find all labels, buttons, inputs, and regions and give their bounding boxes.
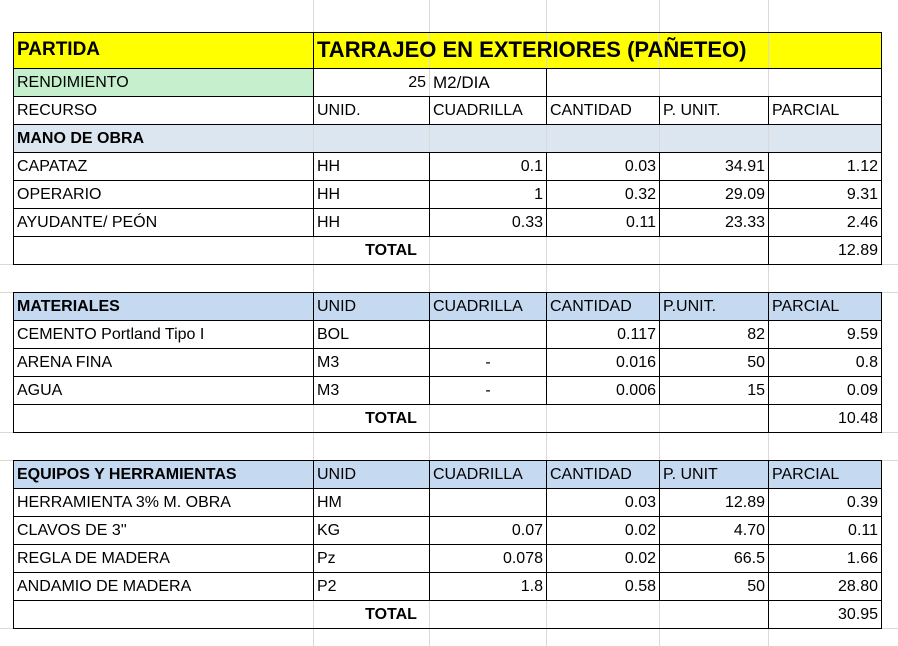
punit-cell[interactable]: 4.70 — [733, 522, 765, 539]
cantidad-cell[interactable]: 0.02 — [624, 550, 656, 567]
unid-cell[interactable]: BOL — [317, 326, 350, 343]
col-unid[interactable]: UNID. — [317, 102, 361, 119]
materiales-title[interactable]: MATERIALES — [17, 298, 120, 315]
punit-cell[interactable]: 50 — [747, 354, 765, 371]
punit-cell[interactable]: 34.91 — [724, 158, 765, 175]
mano-obra-title[interactable]: MANO DE OBRA — [17, 130, 145, 147]
punit-cell[interactable]: 12.89 — [724, 494, 765, 511]
unid-cell[interactable]: HH — [317, 186, 341, 203]
cantidad-cell[interactable]: 0.58 — [624, 578, 656, 595]
col-punit[interactable]: P. UNIT. — [663, 102, 721, 119]
unid-cell[interactable]: M3 — [317, 354, 340, 371]
unid-cell[interactable]: KG — [317, 522, 341, 539]
recurso-cell[interactable]: AGUA — [17, 382, 63, 399]
cantidad-cell[interactable]: 0.03 — [624, 158, 656, 175]
equipos-title[interactable]: EQUIPOS Y HERRAMIENTAS — [17, 466, 237, 483]
equipos-col-punit[interactable]: P. UNIT — [663, 466, 718, 483]
cantidad-cell[interactable]: 0.016 — [615, 354, 656, 371]
parcial-cell[interactable]: 1.12 — [846, 158, 878, 175]
materiales-col-unid[interactable]: UNID — [317, 298, 357, 315]
materiales-total-value[interactable]: 10.48 — [837, 410, 878, 427]
cuadrilla-cell[interactable]: - — [485, 354, 491, 371]
recurso-cell[interactable]: CEMENTO Portland Tipo I — [17, 326, 205, 343]
recurso-cell[interactable]: ANDAMIO DE MADERA — [17, 578, 192, 595]
unid-cell[interactable]: M3 — [317, 382, 340, 399]
materiales-total-label[interactable]: TOTAL — [365, 410, 417, 427]
materiales-col-punit[interactable]: P.UNIT. — [663, 298, 717, 315]
cuadrilla-cell[interactable]: 1 — [534, 186, 543, 203]
parcial-cell[interactable]: 1.66 — [846, 550, 878, 567]
parcial-cell[interactable]: 9.59 — [846, 326, 878, 343]
cantidad-cell[interactable]: 0.32 — [624, 186, 656, 203]
punit-cell[interactable]: 15 — [747, 382, 765, 399]
equipos-col-unid[interactable]: UNID — [317, 466, 357, 483]
col-cuadrilla[interactable]: CUADRILLA — [433, 102, 523, 119]
cuadrilla-cell[interactable]: 0.1 — [520, 158, 543, 175]
partida-label[interactable]: PARTIDA — [17, 39, 101, 60]
unid-cell[interactable]: HM — [317, 494, 342, 511]
punit-cell[interactable]: 29.09 — [724, 186, 765, 203]
parcial-cell[interactable]: 0.09 — [846, 382, 878, 399]
col-recurso[interactable]: RECURSO — [17, 102, 98, 119]
equipos-total-label[interactable]: TOTAL — [365, 606, 417, 623]
col-parcial[interactable]: PARCIAL — [772, 102, 840, 119]
rendimiento-unit[interactable]: M2/DIA — [433, 73, 490, 92]
recurso-cell[interactable]: AYUDANTE/ PEÓN — [17, 214, 158, 231]
parcial-cell[interactable]: 28.80 — [837, 578, 878, 595]
cuadrilla-cell[interactable] — [430, 489, 546, 517]
parcial-cell[interactable]: 2.46 — [846, 214, 878, 231]
recurso-cell[interactable]: ARENA FINA — [17, 354, 113, 371]
recurso-cell[interactable]: CLAVOS DE 3'' — [17, 522, 127, 539]
cuadrilla-cell[interactable]: 0.33 — [511, 214, 543, 231]
cuadrilla-cell[interactable]: - — [485, 382, 491, 399]
cuadrilla-cell[interactable]: 0.078 — [502, 550, 543, 567]
recurso-cell[interactable]: REGLA DE MADERA — [17, 550, 170, 567]
parcial-cell[interactable]: 9.31 — [846, 186, 878, 203]
cantidad-cell[interactable]: 0.117 — [617, 326, 656, 343]
recurso-cell[interactable]: OPERARIO — [17, 186, 102, 203]
rendimiento-label[interactable]: RENDIMIENTO — [17, 74, 129, 91]
punit-cell[interactable]: 50 — [747, 578, 765, 595]
mano-obra-total-value[interactable]: 12.89 — [837, 242, 878, 259]
parcial-cell[interactable]: 0.11 — [848, 522, 878, 539]
parcial-cell[interactable]: 0.39 — [846, 494, 878, 511]
equipos-col-cuadrilla[interactable]: CUADRILLA — [433, 466, 523, 483]
mano-obra-total-label[interactable]: TOTAL — [365, 242, 417, 259]
rendimiento-value[interactable]: 25 — [408, 74, 426, 91]
recurso-cell[interactable]: HERRAMIENTA 3% M. OBRA — [17, 494, 231, 511]
partida-value[interactable]: TARRAJEO EN EXTERIORES (PAÑETEO) — [317, 37, 747, 62]
punit-cell[interactable]: 82 — [747, 326, 765, 343]
unid-cell[interactable]: HH — [317, 214, 341, 231]
cantidad-cell[interactable]: 0.006 — [615, 382, 656, 399]
unid-cell[interactable]: Pz — [317, 550, 336, 567]
materiales-col-cuadrilla[interactable]: CUADRILLA — [433, 298, 523, 315]
parcial-cell[interactable]: 0.8 — [855, 354, 878, 371]
materiales-col-parcial[interactable]: PARCIAL — [772, 298, 840, 315]
cantidad-cell[interactable]: 0.03 — [624, 494, 656, 511]
unid-cell[interactable]: P2 — [317, 578, 337, 595]
unid-cell[interactable]: HH — [317, 158, 341, 175]
punit-cell[interactable]: 23.33 — [724, 214, 765, 231]
equipos-col-cantidad[interactable]: CANTIDAD — [550, 466, 632, 483]
cuadrilla-cell[interactable]: 1.8 — [520, 578, 543, 595]
punit-cell[interactable]: 66.5 — [733, 550, 765, 567]
col-cantidad[interactable]: CANTIDAD — [550, 102, 632, 119]
equipos-total-value[interactable]: 30.95 — [837, 606, 878, 623]
cantidad-cell[interactable]: 0.02 — [624, 522, 656, 539]
cantidad-cell[interactable]: 0.11 — [626, 214, 656, 231]
equipos-col-parcial[interactable]: PARCIAL — [772, 466, 840, 483]
materiales-col-cantidad[interactable]: CANTIDAD — [550, 298, 632, 315]
recurso-cell[interactable]: CAPATAZ — [17, 158, 88, 175]
cuadrilla-cell[interactable]: 0.07 — [511, 522, 543, 539]
cuadrilla-cell[interactable] — [430, 321, 546, 349]
